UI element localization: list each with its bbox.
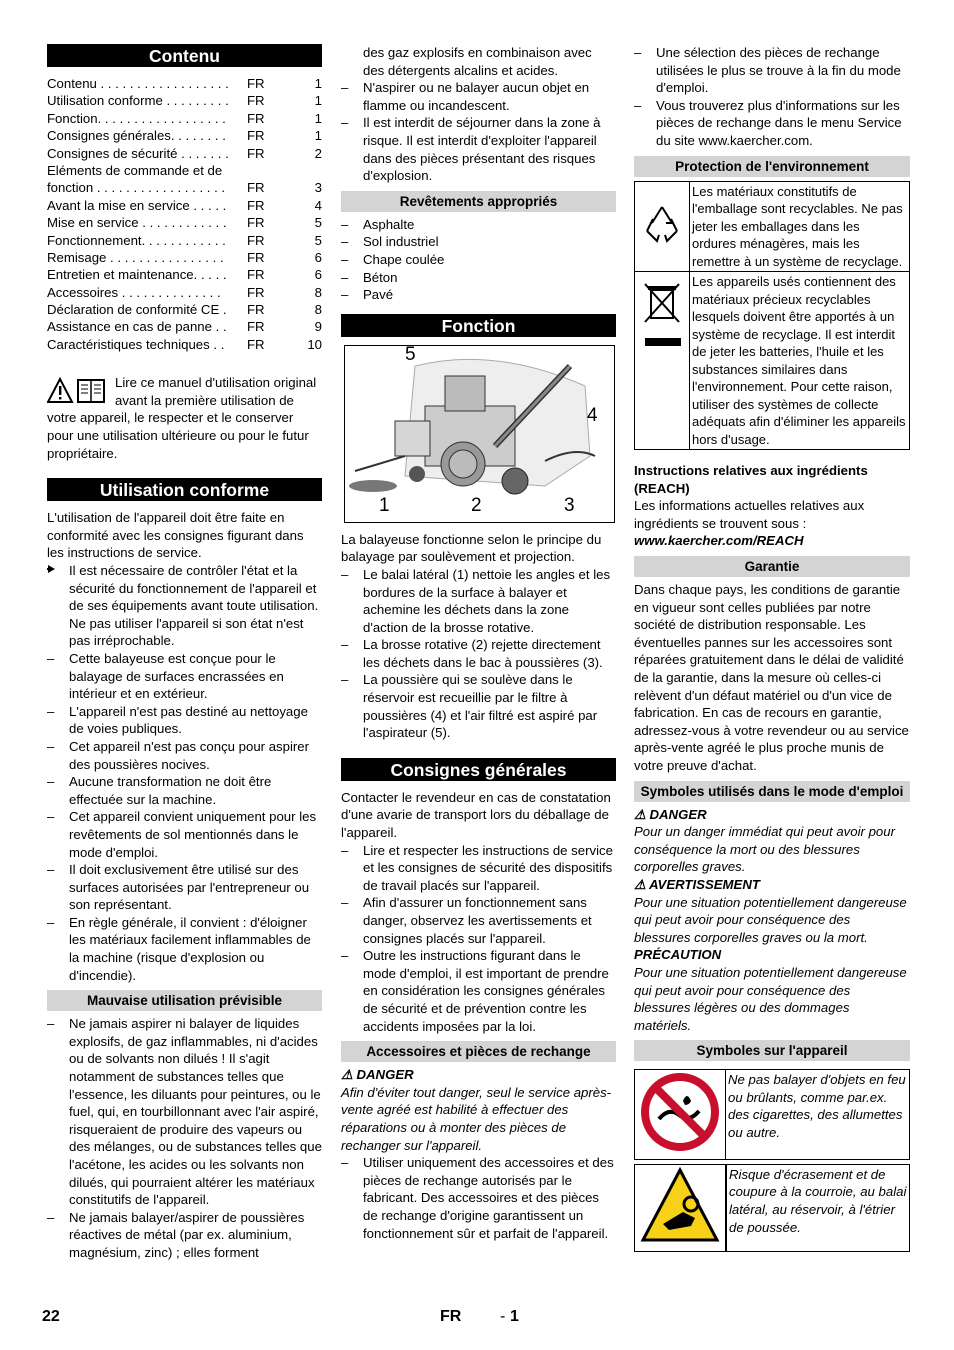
table-row [635, 181, 910, 272]
list-item: – Cette balayeuse est conçue pour le balayage de surfaces encrassées en intérieur et en extérieur. [47, 650, 322, 703]
caution-text: Pour une situation potentiellement dangereuse qui peut avoir pour conséquence des blessures légères ou des dommages matériels. [634, 964, 907, 1033]
toc-entry-lang: FR [247, 93, 265, 109]
toc-entry-title: Déclaration de conformité CE . [47, 302, 227, 318]
danger-text: Pour un danger immédiat qui peut avoir pour conséquence la mort ou des blessures corporelles graves. [634, 824, 895, 875]
toc-entry-lang: FR [247, 319, 265, 335]
reach-url: www.kaercher.com/REACH [634, 533, 804, 549]
warning-manual-icon [47, 377, 109, 407]
list-item: – Pavé [341, 286, 616, 304]
footer-number: 1 [510, 1308, 519, 1325]
column-3 [634, 44, 910, 1256]
language-code: FR [440, 1308, 462, 1325]
list-item: – En règle générale, il convient : d'éloigner les matériaux facilement inflammables de la machine (risque d'explosion ou d'incendie). [47, 914, 322, 984]
toc-entry-title: fonction . . . . . . . . . . . . . . . . . . [47, 180, 226, 196]
manual-note [47, 374, 322, 462]
danger-text: Afin d'éviter tout danger, seul le service après-vente agréé est habilité à effectuer des réparations ou à monter des pièces de rechanger sur l'appareil. [341, 1084, 612, 1153]
general-intro: Contacter le revendeur en cas de constatation d'une avarie de transport lors du déballage de l'appareil. [341, 789, 611, 841]
table-row [635, 272, 910, 450]
toc-heading: Contenu [47, 44, 322, 67]
no-burning-objects-icon [634, 1069, 726, 1160]
surfaces-heading: Revêtements appropriés [341, 191, 616, 212]
toc-entry-title: Fonction. . . . . . . . . . . . . . . . . . [47, 110, 226, 126]
reach-text: Les informations actuelles relatives aux ingrédients se trouvent sous : [634, 498, 865, 531]
no-burning-text: Ne pas balayer d'objets en feu ou brûlants, comme par.ex. des cigarettes, des allumettes ou autre. [726, 1069, 910, 1160]
toc-entry-lang: FR [247, 284, 265, 300]
toc-entry-title: Consignes générales. . . . . . . . [47, 128, 226, 144]
toc-entry-title: Entretien et maintenance. . . . . [47, 267, 227, 283]
toc-entry-lang: FR [247, 128, 265, 144]
toc-entry-page: 9 [314, 319, 322, 335]
toc-entry-lang: FR [247, 197, 265, 213]
toc-entry-lang: FR [247, 232, 265, 248]
list-item: – Sol industriel [341, 233, 616, 251]
toc-entry-page: 1 [314, 128, 322, 144]
warning-triangle-icon: ⚠ [341, 1067, 353, 1083]
list-item: – Béton [341, 269, 616, 287]
list-item: – La brosse rotative (2) rejette directement les déchets dans le bac à poussières (3). [341, 636, 616, 671]
toc-row[interactable] [47, 266, 322, 283]
environment-table [634, 181, 910, 451]
recycle-text: Les matériaux constitutifs de l'emballage sont recyclables. Ne pas jeter les emballages dans les ordures ménagères, mais les remettre à un système de recyclage. [690, 181, 910, 272]
list-item: – Il doit exclusivement être utilisé sur des surfaces autorisées par l'entrepreneur ou son représentant. [47, 861, 322, 914]
accessories-heading: Accessoires et pièces de rechange [341, 1041, 616, 1062]
misuse-continued: des gaz explosifs en combinaison avec des détergents alcalins et acides. [363, 45, 592, 78]
list-item: – Ne jamais aspirer ni balayer de liquides explosifs, de gaz inflammables, ni d'acides ou de solvants non dilués ! Il s'agit notamment de substances telles que l'essence, les diluants pour peintures, ou le fuel, qui, en tourbillonnant avec l'air aspiré, risqueraient de produire des vapeurs ou des mélanges, ou de substances telles que l'acétone, les acides ou les solvants non dilués, qui pourraient altérer les matériaux constitutifs de l'appareil. [47, 1015, 322, 1209]
crush-hazard-icon [634, 1164, 726, 1253]
warranty-text: Dans chaque pays, les conditions de garantie en vigueur sont celles publiées par notre société de distribution responsable. Les éventuelles pannes sur les accessoires sont réparées gratuitement dans le délai de validité de la garantie, dans la mesure où celles-ci relèvent d'un défaut matériel ou d'un vice de fabrication. En cas de recours en garantie, adressez-vous à votre revendeur ou au service après-vente agréé le plus proche munis de votre preuve d'achat. [634, 582, 909, 773]
arrow-item [47, 562, 322, 650]
toc-row[interactable] [47, 284, 322, 301]
toc-entry-lang: FR [247, 215, 265, 231]
toc-row[interactable] [47, 127, 322, 144]
toc-row[interactable] [47, 249, 322, 266]
general-list [341, 842, 616, 1036]
accessories-list-2 [634, 44, 910, 150]
table-row [634, 1164, 910, 1253]
misuse-heading: Mauvaise utilisation prévisible [47, 990, 322, 1011]
toc-entry-page: 3 [314, 180, 322, 196]
list-item: – Aucune transformation ne doit être effectuée sur la machine. [47, 773, 322, 808]
manual-note-text: Lire ce manuel d'utilisation original avant la première utilisation de votre appareil, le respecter et le conserver pour une utilisation ultérieure ou pour le futur propriétaire. [47, 375, 317, 461]
list-item: – Lire et respecter les instructions de service et les consignes de sécurité des dispositifs de travail placés sur l'appareil. [341, 842, 616, 895]
misuse-list [47, 1015, 322, 1261]
list-item: – Asphalte [341, 216, 616, 234]
general-heading: Consignes générales [341, 758, 616, 781]
toc-row[interactable] [47, 92, 322, 109]
figure-label-3: 3 [564, 494, 575, 516]
toc-row[interactable] [47, 318, 322, 335]
reach-heading: Instructions relatives aux ingrédients (REACH) [634, 463, 868, 496]
toc-entry-page: 10 [307, 336, 322, 352]
toc-entry-lang: FR [247, 302, 265, 318]
toc-entry-page: 5 [314, 232, 322, 248]
symbols-manual-heading: Symboles utilisés dans le mode d'emploi [634, 781, 910, 802]
danger-label [341, 1066, 616, 1084]
crush-text: Risque d'écrasement et de coupure à la courroie, au balai latéral, au réservoir, à l'étrier de poussée. [726, 1164, 910, 1253]
figure-label-5: 5 [405, 344, 416, 365]
toc-entry-title: Consignes de sécurité . . . . . . . [47, 145, 229, 161]
function-heading: Fonction [341, 314, 616, 337]
toc-entry-title: Avant la mise en service . . . . . [47, 197, 227, 213]
arrow-item-text: Il est nécessaire de contrôler l'état et la sécurité du fonctionnement de l'appareil et de ses équipements avant toute utilisation. Ne pas utiliser l'appareil si son état n'est pas irréprochable. [69, 563, 319, 649]
intended-use-heading: Utilisation conforme [47, 478, 322, 501]
list-item: – N'aspirer ou ne balayer aucun objet en flamme ou incandescent. [341, 79, 616, 114]
function-list [341, 566, 616, 742]
warning-text: Pour une situation potentiellement dangereuse qui peut avoir pour conséquence des blessures corporelles graves ou la mort. [634, 894, 907, 945]
toc-row[interactable] [47, 214, 322, 231]
toc-entry-title: Eléments de commande et de [47, 162, 223, 178]
warranty-heading: Garantie [634, 556, 910, 577]
toc-entry-title: Contenu . . . . . . . . . . . . . . . . . . [47, 76, 229, 91]
list-item: – Utiliser uniquement des accessoires et des pièces de rechange autorisés par le fabricant. Des accessoires et des pièces de rechange d'origine garantissent un fonctionnement sûr et parfait de l'appareil. [341, 1154, 616, 1242]
toc-entry-title: Accessoires . . . . . . . . . . . . . . [47, 284, 221, 300]
warning-triangle-icon: ⚠ [634, 876, 646, 892]
accessories-list [341, 1154, 616, 1242]
toc-entry-page [297, 162, 322, 179]
toc-entry-page: 6 [314, 267, 322, 283]
intended-use-intro: L'utilisation de l'appareil doit être faite en conformité avec les consignes figurant dans les instructions de service. [47, 510, 304, 561]
table-of-contents [47, 75, 322, 353]
toc-entry-lang: FR [247, 76, 265, 91]
toc-entry-lang [247, 162, 297, 179]
list-item: – Cet appareil n'est pas conçu pour aspirer des poussières nocives. [47, 738, 322, 773]
danger-label-text: DANGER [649, 806, 707, 822]
warning-label [634, 876, 910, 894]
sweeper-figure [344, 345, 615, 523]
toc-entry-page: 2 [314, 145, 322, 161]
list-item: – Vous trouverez plus d'informations sur les pièces de rechange dans le menu Service du site www.kaercher.com. [634, 97, 910, 150]
toc-entry-title: Mise en service . . . . . . . . . . . . [47, 215, 227, 231]
toc-entry-page: 4 [314, 197, 322, 213]
toc-entry-title: Fonctionnement. . . . . . . . . . . . [47, 232, 226, 248]
toc-entry-lang: FR [247, 145, 265, 161]
list-item: – Une sélection des pièces de rechange utilisées le plus se trouve à la fin du mode d'emploi. [634, 44, 910, 97]
list-item: – La poussière qui se soulève dans le réservoir est recueillie par le filtre à poussières (4) et l'air filtré est aspiré par l'aspirateur (5). [341, 671, 616, 741]
figure-label-2: 2 [471, 494, 482, 516]
toc-entry-page: 8 [314, 284, 322, 300]
toc-row[interactable] [47, 197, 322, 214]
arrow-right-icon [47, 562, 59, 581]
figure-label-4: 4 [587, 404, 598, 426]
toc-row[interactable] [47, 301, 322, 318]
toc-row[interactable] [47, 162, 322, 179]
list-item: – Ne jamais balayer/aspirer de poussières réactives de métal (par ex. aluminium, magnésium, zinc) ; elles forment [47, 1209, 322, 1262]
crossed-bin-icon [635, 272, 690, 450]
list-item: – Le balai latéral (1) nettoie les angles et les bordures de la surface à balayer et achemine les déchets dans la zone d'action de la brosse rotative. [341, 566, 616, 636]
warning-triangle-icon: ⚠ [634, 806, 646, 822]
recycle-icon [635, 181, 690, 272]
toc-entry-lang: FR [247, 249, 265, 265]
column-2 [341, 44, 616, 1242]
toc-entry-title: Assistance en cas de panne . . [47, 319, 227, 335]
caution-label: PRÉCAUTION [634, 947, 722, 963]
list-item: – Chape coulée [341, 251, 616, 269]
symbols-device-heading: Symboles sur l'appareil [634, 1040, 910, 1061]
toc-entry-page: 5 [314, 215, 322, 231]
table-row [634, 1069, 910, 1160]
toc-row[interactable] [47, 179, 322, 196]
misuse-list-2 [341, 79, 616, 185]
footer-dash: - [500, 1308, 506, 1325]
intended-use-list [47, 650, 322, 984]
toc-row[interactable] [47, 110, 322, 127]
environment-heading: Protection de l'environnement [634, 156, 910, 177]
function-intro: La balayeuse fonctionne selon le principe du balayage par soulèvement et projection. [341, 531, 602, 565]
toc-entry-lang: FR [247, 267, 265, 283]
list-item: – L'appareil n'est pas destiné au nettoyage de voies publiques. [47, 703, 322, 738]
toc-entry-title: Caractéristiques techniques . . [47, 336, 225, 352]
danger-label [634, 806, 910, 824]
toc-entry-lang: FR [247, 336, 265, 352]
toc-entry-page: 8 [314, 302, 322, 318]
warning-label-text: AVERTISSEMENT [649, 876, 760, 892]
figure-label-1: 1 [379, 494, 390, 516]
toc-entry-page: 1 [314, 110, 322, 126]
list-item: – Afin d'assurer un fonctionnement sans danger, observez les avertissements et consignes placés sur l'appareil. [341, 894, 616, 947]
list-item: – Cet appareil convient uniquement pour les revêtements de sol mentionnés dans le mode d'emploi. [47, 808, 322, 861]
device-symbols-table [634, 1065, 910, 1256]
toc-entry-title: Utilisation conforme . . . . . . . . . [47, 93, 229, 109]
page-number: 22 [42, 1308, 60, 1325]
toc-entry-lang: FR [247, 110, 265, 126]
toc-entry-lang: FR [247, 180, 265, 196]
danger-label-text: DANGER [356, 1067, 414, 1083]
list-item: – Outre les instructions figurant dans le mode d'emploi, il est important de prendre en considération les consignes générales de sécurité et de prévention contre les accidents imposées par la loi. [341, 947, 616, 1035]
column-1 [47, 44, 322, 1262]
toc-row[interactable] [47, 336, 322, 353]
toc-entry-page: 6 [314, 249, 322, 265]
toc-entry-title: Remisage . . . . . . . . . . . . . . . . [47, 249, 224, 265]
list-item: – Il est interdit de séjourner dans la zone à risque. Il est interdit d'exploiter l'appareil dans des pièces présentant des risques d'explosion. [341, 114, 616, 184]
toc-entry-page: 1 [314, 93, 322, 109]
toc-row[interactable] [47, 145, 322, 162]
toc-entry-page: 1 [314, 76, 322, 91]
surfaces-list [341, 216, 616, 304]
weee-text: Les appareils usés contiennent des matériaux précieux recyclables lesquels doivent être apportés à un système de recyclage. Il est interdit de jeter les batteries, l'huile et les substances similaires dans l'environnement. Pour cette raison, utiliser des systèmes de collecte adéquats afin d'éliminer les appareils hors d'usage. [690, 272, 910, 450]
toc-row[interactable] [47, 75, 322, 92]
toc-row[interactable] [47, 232, 322, 249]
